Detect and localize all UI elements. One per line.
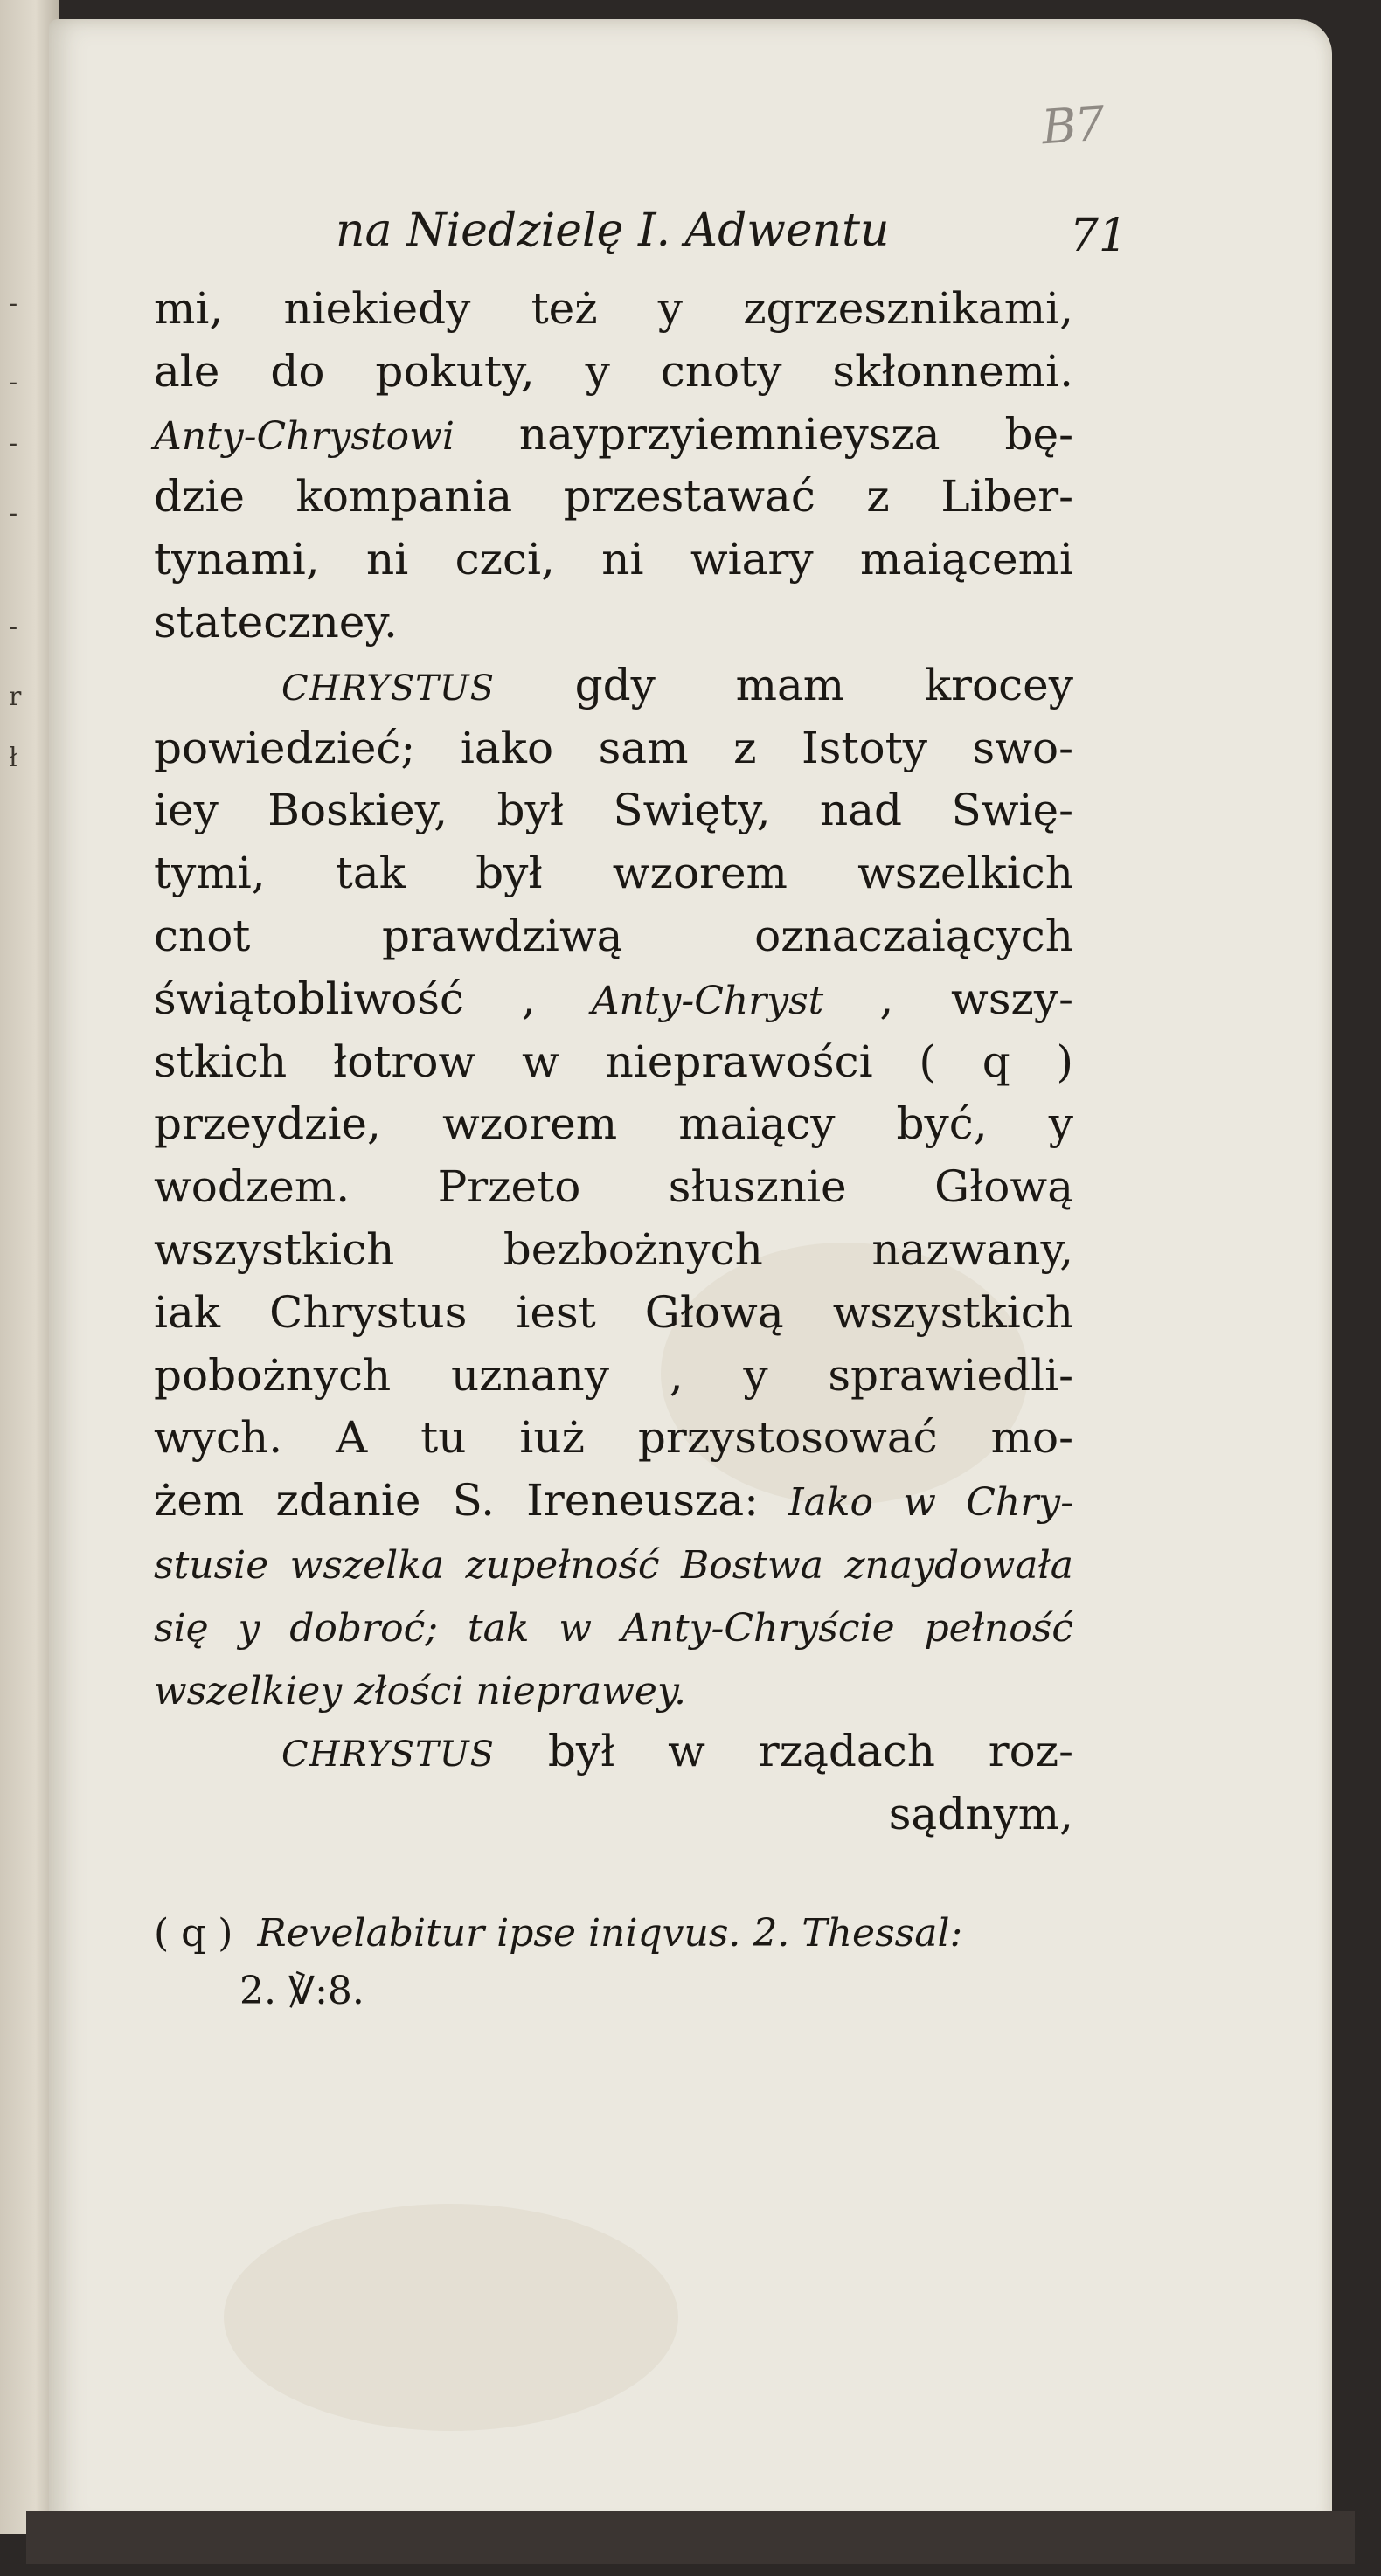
line-text: żem zdanie S. Ireneusza: xyxy=(154,1475,760,1527)
line-text: tynami, ni czci, ni wiary maiącemi xyxy=(154,534,1073,585)
text-line xyxy=(154,529,1073,592)
pencil-annotation: B7 xyxy=(1039,95,1106,156)
line-text: pobożnych uznany , y sprawiedli- xyxy=(154,1349,1073,1401)
italic-name: Anty-Chrystowi xyxy=(154,413,455,459)
line-text: mi, niekiedy też y zgrzesznikami, xyxy=(154,283,1073,334)
page-number: 71 xyxy=(1069,210,1128,262)
text-line xyxy=(154,1282,1073,1345)
line-text: był w rządach roz- xyxy=(494,1726,1073,1777)
text-line xyxy=(154,1533,1073,1596)
paper-stain xyxy=(224,2204,678,2431)
text-line xyxy=(154,404,1073,467)
text-line xyxy=(154,592,1073,654)
line-text: wodzem. Przeto słusznie Głową xyxy=(154,1161,1073,1213)
text-line xyxy=(154,717,1073,780)
small-caps-name: CHRYSTUS xyxy=(281,1735,495,1776)
text-line xyxy=(154,1470,1073,1533)
body-text xyxy=(154,278,1073,1846)
line-text: iey Boskiey, był Swięty, nad Swię- xyxy=(154,785,1073,836)
line-text: sądnym, xyxy=(888,1789,1073,1840)
margin-mark: - xyxy=(9,288,18,319)
line-text: stateczney. xyxy=(154,596,398,647)
footnote-text: Revelabitur ipse iniqvus. 2. Thessal: xyxy=(257,1911,963,1956)
line-text: stkich łotrow w nieprawości ( q ) xyxy=(154,1035,1073,1087)
small-caps-name: CHRYSTUS xyxy=(281,668,495,709)
footnote xyxy=(154,1905,1073,2020)
line-text: , wszy- xyxy=(879,973,1073,1024)
line-text: ale do pokuty, y cnoty skłonnemi. xyxy=(154,345,1073,397)
italic-quote: stusie wszelka zupełność Bostwa znaydowała xyxy=(154,1542,1073,1588)
text-line xyxy=(154,341,1073,404)
text-line xyxy=(154,1596,1073,1658)
line-text: świątobliwość , xyxy=(154,973,536,1024)
text-line xyxy=(154,1658,1073,1721)
line-text: wych. A tu iuż przystosować mo- xyxy=(154,1412,1073,1464)
margin-mark: - xyxy=(9,367,18,398)
text-line xyxy=(154,1093,1073,1156)
line-text: tymi, tak był wzorem wszelkich xyxy=(154,848,1073,899)
text-line xyxy=(154,779,1073,842)
line-text: przeydzie, wzorem maiący być, y xyxy=(154,1098,1073,1150)
text-line xyxy=(154,1783,1073,1846)
line-text: cnot prawdziwą oznaczaiących xyxy=(154,910,1073,961)
text-line xyxy=(154,1219,1073,1282)
italic-name: Anty-Chryst xyxy=(535,978,880,1023)
line-text: gdy mam krocey xyxy=(494,659,1073,710)
italic-quote: się y dobroć; tak w Anty-Chryście pełność xyxy=(154,1605,1073,1651)
text-line xyxy=(154,1721,1073,1783)
text-line xyxy=(154,905,1073,968)
footnote-line xyxy=(154,1905,1073,1963)
line-text: iak Chrystus iest Głową wszystkich xyxy=(154,1286,1073,1338)
line-text: wszystkich bezbożnych nazwany, xyxy=(154,1223,1073,1275)
page-bottom-shadow xyxy=(26,2511,1355,2564)
text-line xyxy=(154,1407,1073,1470)
margin-mark: ł xyxy=(9,743,17,773)
text-line xyxy=(154,466,1073,529)
line-text: dzie kompania przestawać z Liber- xyxy=(154,471,1073,523)
text-line xyxy=(154,842,1073,905)
margin-mark: - xyxy=(9,428,18,459)
margin-mark: - xyxy=(9,498,18,529)
italic-quote: Iako w Chry- xyxy=(759,1480,1073,1526)
line-text: nayprzyiemnieysza bę- xyxy=(454,408,1073,460)
margin-mark: - xyxy=(9,612,18,642)
header-title: na Niedzielę I. Adwentu xyxy=(336,204,890,257)
text-line xyxy=(154,968,1073,1031)
text-line xyxy=(154,654,1073,717)
text-line xyxy=(154,1345,1073,1408)
running-header xyxy=(288,204,1128,274)
text-line xyxy=(154,1156,1073,1219)
margin-mark: r xyxy=(9,682,22,712)
italic-quote: wszelkiey złości nieprawey. xyxy=(154,1668,686,1714)
footnote-continuation: 2. ℣:8. xyxy=(239,1969,364,2013)
text-line xyxy=(154,1031,1073,1094)
text-line xyxy=(154,278,1073,341)
line-text: powiedzieć; iako sam z Istoty swo- xyxy=(154,722,1073,773)
footnote-marker: ( q ) xyxy=(154,1911,233,1956)
